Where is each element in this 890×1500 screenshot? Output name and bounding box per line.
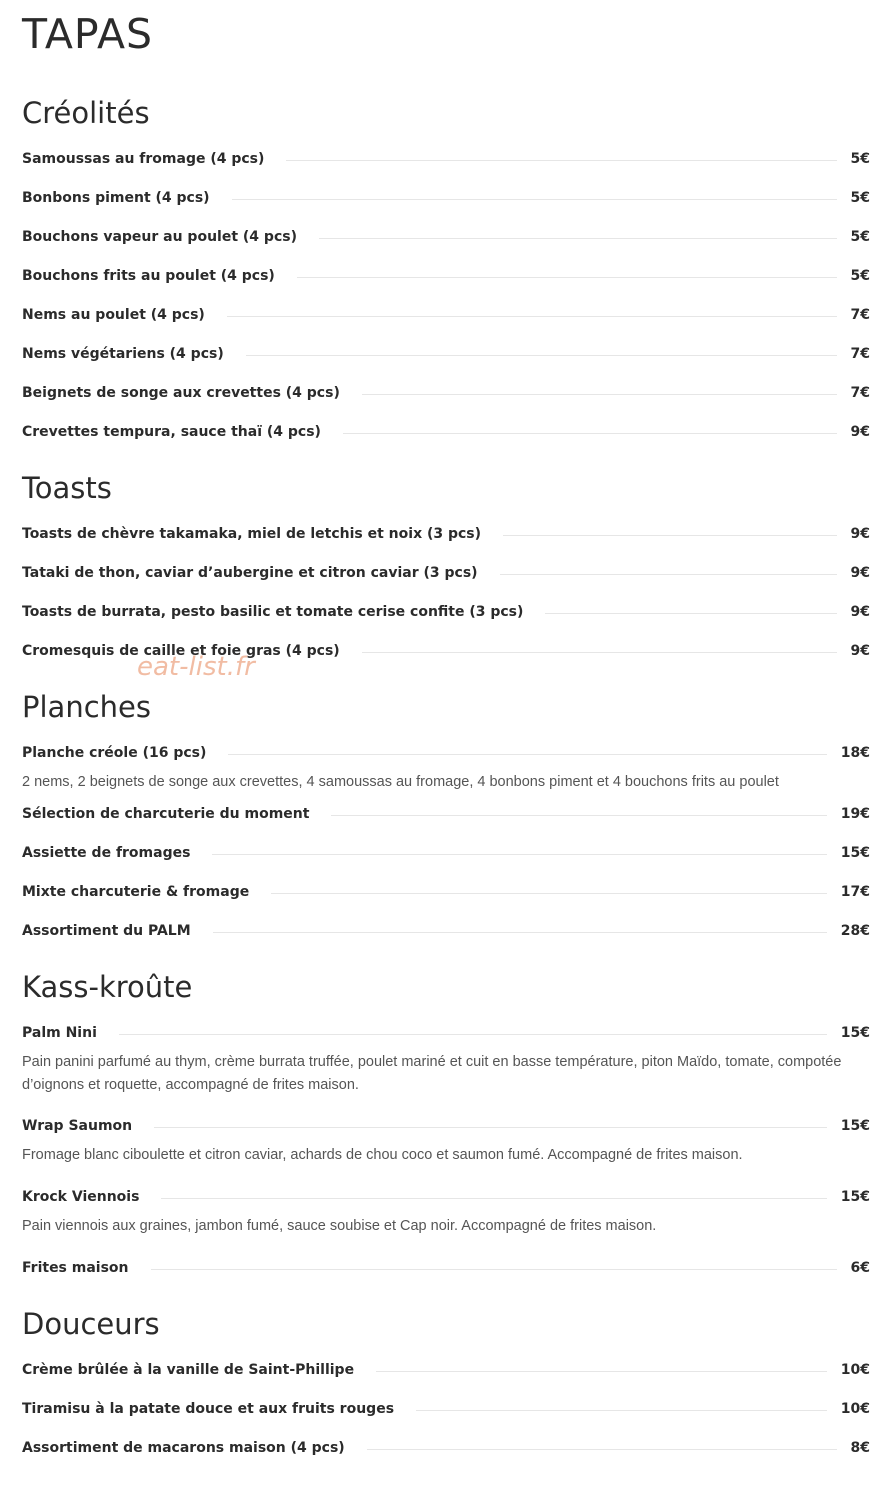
dotted-leader	[319, 238, 837, 239]
item-name: Bonbons piment (4 pcs)	[22, 190, 210, 206]
item-name: Toasts de chèvre takamaka, miel de letchis et noix (3 pcs)	[22, 526, 482, 542]
dotted-leader	[500, 574, 837, 575]
menu-item	[22, 602, 870, 622]
dotted-leader	[416, 1410, 827, 1411]
item-price: 15€	[840, 1189, 870, 1205]
item-description: 2 nems, 2 beignets de songe aux crevettes, 4 samoussas au fromage, 4 bonbons piment et 4 bouchons frits au poulet	[22, 774, 779, 790]
dotted-leader	[367, 1449, 837, 1450]
menu-item	[22, 344, 870, 364]
item-price: 10€	[840, 1401, 870, 1417]
menu-item	[22, 524, 870, 544]
item-name: Krock Viennois	[22, 1189, 140, 1205]
dotted-leader	[545, 613, 836, 614]
menu-item	[22, 921, 870, 941]
item-price: 9€	[850, 643, 870, 659]
menu-item	[22, 1187, 870, 1207]
menu-item	[22, 1438, 870, 1458]
menu-item	[22, 383, 870, 403]
dotted-leader	[246, 355, 837, 356]
dotted-leader	[232, 199, 837, 200]
item-name: Samoussas au fromage (4 pcs)	[22, 151, 265, 167]
menu-item	[22, 743, 870, 763]
menu-item	[22, 266, 870, 286]
dotted-leader	[227, 316, 837, 317]
item-price: 9€	[850, 424, 870, 440]
item-price: 8€	[850, 1440, 870, 1456]
item-price: 15€	[840, 1118, 870, 1134]
item-name: Nems au poulet (4 pcs)	[22, 307, 205, 323]
menu-item	[22, 1023, 870, 1043]
item-name: Wrap Saumon	[22, 1118, 133, 1134]
item-description: Pain panini parfumé au thym, crème burrata truffée, poulet mariné et cuit en basse température, piton Maïdo, tomate, compotée d’oignons et roquette, accompagné de frites maison.	[22, 1054, 842, 1093]
menu-item	[22, 1116, 870, 1136]
item-name: Bouchons vapeur au poulet (4 pcs)	[22, 229, 297, 245]
dotted-leader	[331, 815, 826, 816]
menu-item	[22, 305, 870, 325]
item-price: 5€	[850, 151, 870, 167]
menu-item	[22, 843, 870, 863]
item-name: Assiette de fromages	[22, 845, 191, 861]
dotted-leader	[271, 893, 827, 894]
menu-item	[22, 1360, 870, 1380]
dotted-leader	[161, 1198, 826, 1199]
item-name: Toasts de burrata, pesto basilic et tomate cerise confite (3 pcs)	[22, 604, 524, 620]
item-price: 10€	[840, 1362, 870, 1378]
watermark: eat-list.fr	[137, 652, 255, 682]
dotted-leader	[362, 652, 837, 653]
menu-item	[22, 188, 870, 208]
section-heading-kass-kroute: Kass-kroûte	[22, 970, 193, 1004]
item-name: Cromesquis de caille et foie gras (4 pcs)	[22, 643, 340, 659]
item-price: 5€	[850, 229, 870, 245]
item-name: Beignets de songe aux crevettes (4 pcs)	[22, 385, 340, 401]
dotted-leader	[151, 1269, 837, 1270]
item-price: 9€	[850, 526, 870, 542]
menu-item	[22, 1258, 870, 1278]
item-name: Tiramisu à la patate douce et aux fruits rouges	[22, 1401, 395, 1417]
item-price: 9€	[850, 565, 870, 581]
dotted-leader	[213, 932, 827, 933]
item-price: 7€	[850, 346, 870, 362]
item-description: Fromage blanc ciboulette et citron caviar, achards de chou coco et saumon fumé. Accompagné de frites maison.	[22, 1147, 743, 1163]
item-price: 7€	[850, 307, 870, 323]
item-price: 17€	[840, 884, 870, 900]
item-name: Nems végétariens (4 pcs)	[22, 346, 224, 362]
item-price: 15€	[840, 845, 870, 861]
dotted-leader	[503, 535, 836, 536]
menu-item	[22, 804, 870, 824]
item-price: 28€	[840, 923, 870, 939]
menu-item	[22, 227, 870, 247]
item-name: Assortiment du PALM	[22, 923, 191, 939]
item-name: Crevettes tempura, sauce thaï (4 pcs)	[22, 424, 321, 440]
item-price: 5€	[850, 190, 870, 206]
item-name: Tataki de thon, caviar d’aubergine et citron caviar (3 pcs)	[22, 565, 478, 581]
item-price: 15€	[840, 1025, 870, 1041]
item-price: 5€	[850, 268, 870, 284]
dotted-leader	[297, 277, 837, 278]
dotted-leader	[228, 754, 826, 755]
item-name: Bouchons frits au poulet (4 pcs)	[22, 268, 275, 284]
section-heading-douceurs: Douceurs	[22, 1307, 160, 1341]
item-name: Palm Nini	[22, 1025, 97, 1041]
section-heading-creolites: Créolités	[22, 96, 150, 130]
menu-item	[22, 149, 870, 169]
section-heading-planches: Planches	[22, 690, 151, 724]
dotted-leader	[376, 1371, 827, 1372]
section-heading-toasts: Toasts	[22, 471, 112, 505]
page-title: TAPAS	[22, 10, 154, 58]
item-price: 9€	[850, 604, 870, 620]
item-price: 7€	[850, 385, 870, 401]
menu-item	[22, 563, 870, 583]
dotted-leader	[212, 854, 826, 855]
item-name: Mixte charcuterie & fromage	[22, 884, 250, 900]
menu-item	[22, 422, 870, 442]
item-description: Pain viennois aux graines, jambon fumé, sauce soubise et Cap noir. Accompagné de frites maison.	[22, 1218, 657, 1234]
menu-item	[22, 882, 870, 902]
dotted-leader	[362, 394, 837, 395]
item-price: 18€	[840, 745, 870, 761]
item-price: 6€	[850, 1260, 870, 1276]
item-price: 19€	[840, 806, 870, 822]
dotted-leader	[286, 160, 836, 161]
dotted-leader	[343, 433, 837, 434]
dotted-leader	[154, 1127, 827, 1128]
item-name: Sélection de charcuterie du moment	[22, 806, 310, 822]
item-name: Crème brûlée à la vanille de Saint-Phillipe	[22, 1362, 355, 1378]
item-name: Frites maison	[22, 1260, 129, 1276]
item-name: Assortiment de macarons maison (4 pcs)	[22, 1440, 345, 1456]
dotted-leader	[119, 1034, 827, 1035]
item-name: Planche créole (16 pcs)	[22, 745, 207, 761]
menu-item	[22, 1399, 870, 1419]
